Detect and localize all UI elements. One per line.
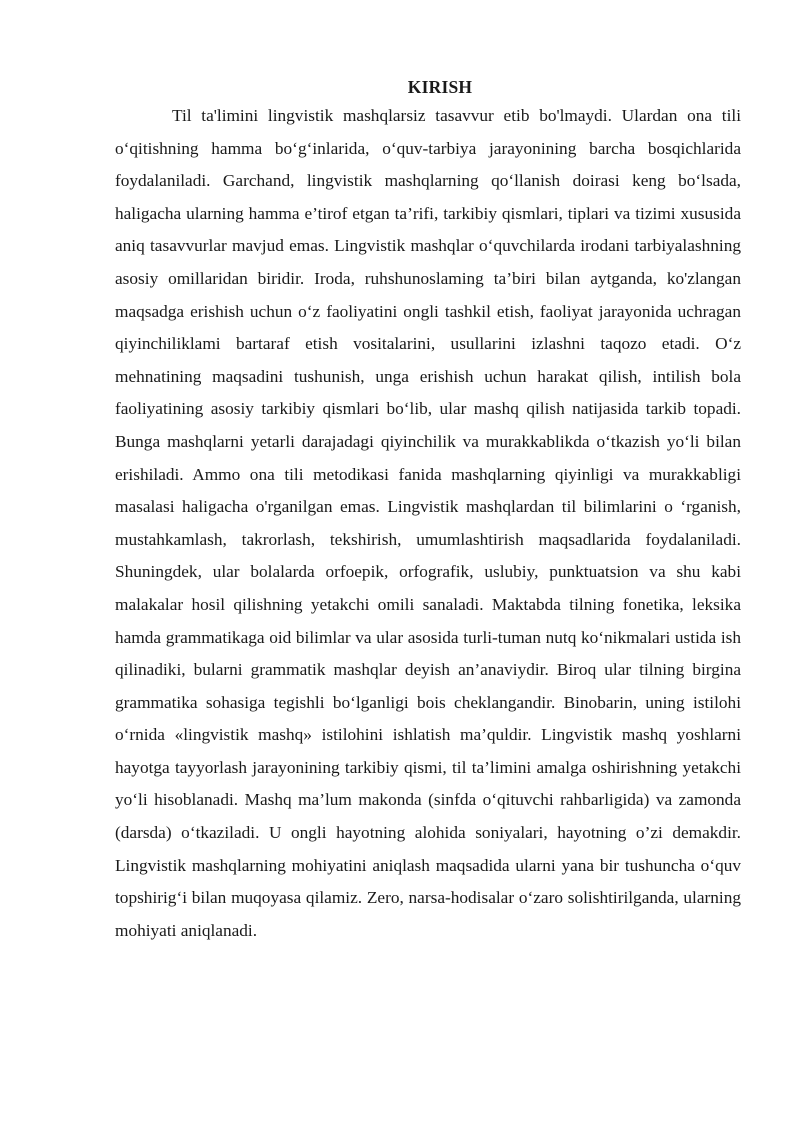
page-title: KIRISH	[407, 77, 473, 97]
document-content	[115, 74, 741, 947]
body-paragraph: Til ta'limini lingvistik mashqlarsiz tasavvur etib bo'lmaydi. Ulardan ona tili o‘qitishning hamma bo‘g‘inlarida, o‘quv-tarbiya jarayonining barcha bosqichlarida foydalaniladi. Garchand, lingvistik mashqlarning qo‘llanish doirasi keng bo‘lsada, haligacha ularning hamma e’tirof etgan ta’rifi, tarkibiy qismlari, tiplari va tizimi xususida aniq tasavvurlar mavjud emas. Lingvistik mashqlar o‘quvchilarda irodani tarbiyalashning asosiy omillaridan biridir. Iroda, ruhshunoslaming ta’biri bilan aytganda, ko'zlangan maqsadga erishish uchun o‘z faoliyatini ongli tashkil etish, faoliyat jarayonida uchragan qiyinchiliklami bartaraf etish vositalarini, usullarini izlashni taqozo etadi. O‘z mehnatining maqsadini tushunish, unga erishish uchun harakat qilish, intilish bola faoliyatining asosiy tarkibiy qismlari bo‘lib, ular mashq qilish natijasida tarkib topadi. Bunga mashqlarni yetarli darajadagi qiyinchilik va murakkablikda o‘tkazish yo‘li bilan erishiladi. Ammo ona tili metodikasi fanida mashqlarning qiyinligi va murakkabligi masalasi haligacha o'rganilgan emas. Lingvistik mashqlardan til bilimlarini o ‘rganish, mustahkamlash, takrorlash, tekshirish, umumlashtirish maqsadlarida foydalaniladi. Shuningdek, ular bolalarda orfoepik, orfografik, uslubiy, punktuatsion va shu kabi malakalar hosil qilishning yetakchi omili sanaladi. Maktabda tilning fonetika, leksika hamda grammatikaga oid bilimlar va ular asosida turli-tuman nutq ko‘nikmalari ustida ish qilinadiki, bularni grammatik mashqlar deyish an’anaviydir. Biroq ular tilning birgina grammatika sohasiga tegishli bo‘lganligi bois cheklangandir. Binobarin, uning istilohi o‘rnida «lingvistik mashq» istilohini ishlatish ma’quldir. Lingvistik mashq yoshlarni hayotga tayyorlash jarayonining tarkibiy qismi, til ta’limini amalga oshirishning yetakchi yo‘li hisoblanadi. Mashq ma’lum makonda (sinfda o‘qituvchi rahbarligida) va zamonda (darsda) o‘tkaziladi. U ongli hayotning alohida soniyalari, hayotning o’zi demakdir. Lingvistik mashqlarning mohiyatini aniqlash maqsadida ularni yana bir tushuncha o‘quv topshirig‘i bilan muqoyasa qilamiz. Zero, narsa-hodisalar o‘zaro solishtirilganda, ularning mohiyati aniqlanadi.	[115, 106, 741, 940]
